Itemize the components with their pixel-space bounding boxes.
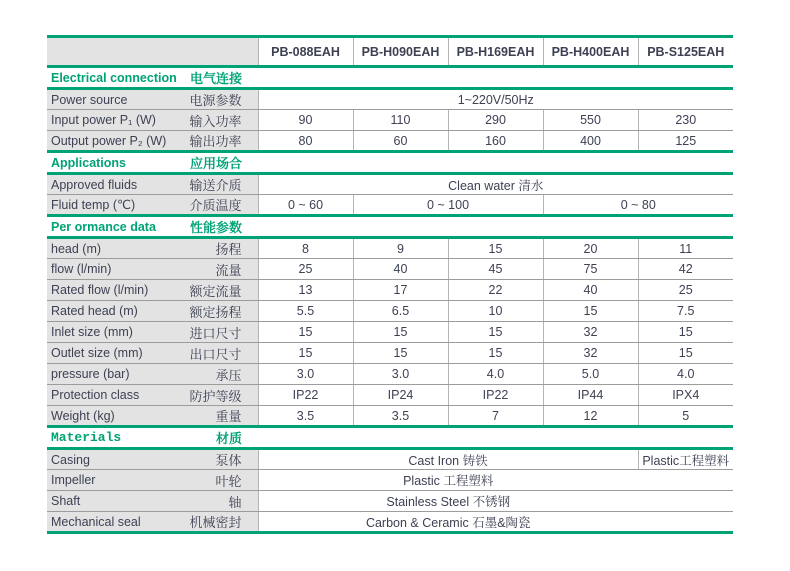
cell-value: 3.5 bbox=[353, 406, 448, 427]
cell-value: 125 bbox=[638, 131, 733, 152]
row-label-cn: 输出功率 bbox=[180, 131, 258, 152]
row-label-cn: 机械密封 bbox=[180, 512, 258, 533]
row-label-en: head (m) bbox=[47, 238, 180, 259]
row-label-cn: 泵体 bbox=[180, 449, 258, 470]
cell-value: IP22 bbox=[448, 385, 543, 406]
section-spacer bbox=[258, 152, 733, 174]
row-label-en: Power source bbox=[47, 89, 180, 110]
column-header-model-5: PB-S125EAH bbox=[638, 37, 733, 67]
spec-row-head bbox=[47, 238, 733, 259]
cell-value: 5 bbox=[638, 406, 733, 427]
section-row-performance bbox=[47, 216, 733, 238]
cell-value: 45 bbox=[448, 259, 543, 280]
cell-value: 15 bbox=[543, 301, 638, 322]
cell-value: 550 bbox=[543, 110, 638, 131]
spec-row-output-power bbox=[47, 131, 733, 152]
row-label-en: Weight (kg) bbox=[47, 406, 180, 427]
spec-row-casing bbox=[47, 449, 733, 470]
row-label-en: Input power P₁ (W) bbox=[47, 110, 180, 131]
section-row-materials bbox=[47, 427, 733, 449]
cell-value: 400 bbox=[543, 131, 638, 152]
cell-value: 290 bbox=[448, 110, 543, 131]
cell-value: 75 bbox=[543, 259, 638, 280]
cell-value: 7 bbox=[448, 406, 543, 427]
cell-value: 32 bbox=[543, 322, 638, 343]
cell-value: 10 bbox=[448, 301, 543, 322]
section-spacer bbox=[258, 216, 733, 238]
cell-value: IP22 bbox=[258, 385, 353, 406]
row-label-cn: 轴 bbox=[180, 491, 258, 512]
section-title-cn: 电气连接 bbox=[180, 67, 258, 89]
cell-value: 11 bbox=[638, 238, 733, 259]
cell-value: 4.0 bbox=[448, 364, 543, 385]
section-title-cn: 应用场合 bbox=[180, 152, 258, 174]
spec-row-power-source bbox=[47, 89, 733, 110]
cell-value: 13 bbox=[258, 280, 353, 301]
cell-value: 90 bbox=[258, 110, 353, 131]
section-title-en: Materials bbox=[47, 427, 180, 449]
row-label-en: Rated flow (l/min) bbox=[47, 280, 180, 301]
spec-row-impeller bbox=[47, 470, 733, 491]
row-label-cn: 介质温度 bbox=[180, 195, 258, 216]
cell-value: 15 bbox=[353, 322, 448, 343]
cell-value: Cast Iron 铸铁 bbox=[258, 449, 638, 470]
row-label-en: Protection class bbox=[47, 385, 180, 406]
row-label-cn: 额定扬程 bbox=[180, 301, 258, 322]
cell-empty bbox=[638, 491, 733, 512]
cell-value: Stainless Steel 不锈钢 bbox=[258, 491, 638, 512]
cell-value: 3.0 bbox=[353, 364, 448, 385]
section-title-cn: 材质 bbox=[180, 427, 258, 449]
cell-value: 3.0 bbox=[258, 364, 353, 385]
column-header-model-1: PB-088EAH bbox=[258, 37, 353, 67]
spec-row-mechanical-seal bbox=[47, 512, 733, 533]
cell-value: 4.0 bbox=[638, 364, 733, 385]
row-label-cn: 电源参数 bbox=[180, 89, 258, 110]
cell-value: 15 bbox=[448, 238, 543, 259]
cell-value: Clean water 清水 bbox=[258, 174, 733, 195]
cell-value: 12 bbox=[543, 406, 638, 427]
cell-value: 0 ~ 60 bbox=[258, 195, 353, 216]
cell-value: 1~220V/50Hz bbox=[258, 89, 733, 110]
column-header-model-2: PB-H090EAH bbox=[353, 37, 448, 67]
cell-value: 15 bbox=[448, 343, 543, 364]
row-label-cn: 扬程 bbox=[180, 238, 258, 259]
cell-value: 60 bbox=[353, 131, 448, 152]
section-title-cn: 性能参数 bbox=[180, 216, 258, 238]
cell-value: 230 bbox=[638, 110, 733, 131]
spec-row-weight bbox=[47, 406, 733, 427]
cell-value: 20 bbox=[543, 238, 638, 259]
cell-value: 15 bbox=[353, 343, 448, 364]
cell-value: 15 bbox=[258, 343, 353, 364]
cell-value: 7.5 bbox=[638, 301, 733, 322]
row-label-en: Approved fluids bbox=[47, 174, 180, 195]
cell-value: 42 bbox=[638, 259, 733, 280]
row-label-cn: 出口尺寸 bbox=[180, 343, 258, 364]
section-row-electrical bbox=[47, 67, 733, 89]
cell-value: 40 bbox=[543, 280, 638, 301]
cell-value: 25 bbox=[258, 259, 353, 280]
cell-value: 15 bbox=[258, 322, 353, 343]
spec-row-pressure bbox=[47, 364, 733, 385]
table-header-row bbox=[47, 37, 733, 67]
pump-spec-table bbox=[47, 35, 733, 534]
row-label-cn: 承压 bbox=[180, 364, 258, 385]
cell-value: 17 bbox=[353, 280, 448, 301]
row-label-en: Fluid temp (℃) bbox=[47, 195, 180, 216]
cell-value: 40 bbox=[353, 259, 448, 280]
cell-value: 25 bbox=[638, 280, 733, 301]
spec-row-outlet-size bbox=[47, 343, 733, 364]
row-label-en: Outlet size (mm) bbox=[47, 343, 180, 364]
cell-value: Plastic 工程塑料 bbox=[258, 470, 638, 491]
cell-value: 6.5 bbox=[353, 301, 448, 322]
row-label-cn: 防护等级 bbox=[180, 385, 258, 406]
spec-row-rated-flow bbox=[47, 280, 733, 301]
cell-empty bbox=[638, 512, 733, 533]
row-label-en: pressure (bar) bbox=[47, 364, 180, 385]
row-label-cn: 流量 bbox=[180, 259, 258, 280]
spec-row-rated-head bbox=[47, 301, 733, 322]
row-label-cn: 重量 bbox=[180, 406, 258, 427]
section-spacer bbox=[258, 427, 733, 449]
cell-value: 32 bbox=[543, 343, 638, 364]
row-label-en: Inlet size (mm) bbox=[47, 322, 180, 343]
row-label-cn: 额定流量 bbox=[180, 280, 258, 301]
cell-value: IP24 bbox=[353, 385, 448, 406]
spec-row-shaft bbox=[47, 491, 733, 512]
cell-value: 3.5 bbox=[258, 406, 353, 427]
section-row-applications bbox=[47, 152, 733, 174]
section-title-en: Per ormance data bbox=[47, 216, 180, 238]
section-spacer bbox=[258, 67, 733, 89]
cell-value: 160 bbox=[448, 131, 543, 152]
row-label-en: Output power P₂ (W) bbox=[47, 131, 180, 152]
row-label-en: Impeller bbox=[47, 470, 180, 491]
spec-row-flow bbox=[47, 259, 733, 280]
cell-value: Carbon & Ceramic 石墨&陶瓷 bbox=[258, 512, 638, 533]
spec-row-approved-fluids bbox=[47, 174, 733, 195]
cell-value: 110 bbox=[353, 110, 448, 131]
cell-value: 5.0 bbox=[543, 364, 638, 385]
row-label-cn: 输入功率 bbox=[180, 110, 258, 131]
cell-value: IPX4 bbox=[638, 385, 733, 406]
row-label-en: Mechanical seal bbox=[47, 512, 180, 533]
row-label-en: Shaft bbox=[47, 491, 180, 512]
spec-row-protection-class bbox=[47, 385, 733, 406]
row-label-en: flow (l/min) bbox=[47, 259, 180, 280]
cell-empty bbox=[638, 470, 733, 491]
column-header-model-4: PB-H400EAH bbox=[543, 37, 638, 67]
spec-row-inlet-size bbox=[47, 322, 733, 343]
cell-value: IP44 bbox=[543, 385, 638, 406]
cell-value: 15 bbox=[448, 322, 543, 343]
header-corner-cell bbox=[47, 37, 258, 67]
section-title-en: Applications bbox=[47, 152, 180, 174]
cell-value: 8 bbox=[258, 238, 353, 259]
cell-value: 80 bbox=[258, 131, 353, 152]
row-label-cn: 叶轮 bbox=[180, 470, 258, 491]
cell-value: 0 ~ 80 bbox=[543, 195, 733, 216]
row-label-cn: 进口尺寸 bbox=[180, 322, 258, 343]
cell-value: 9 bbox=[353, 238, 448, 259]
cell-value: 5.5 bbox=[258, 301, 353, 322]
row-label-cn: 输送介质 bbox=[180, 174, 258, 195]
spec-row-fluid-temp bbox=[47, 195, 733, 216]
row-label-en: Rated head (m) bbox=[47, 301, 180, 322]
spec-row-input-power bbox=[47, 110, 733, 131]
column-header-model-3: PB-H169EAH bbox=[448, 37, 543, 67]
section-title-en: Electrical connection bbox=[47, 67, 180, 89]
cell-value: 0 ~ 100 bbox=[353, 195, 543, 216]
cell-value: 15 bbox=[638, 343, 733, 364]
cell-value: Plastic工程塑料 bbox=[638, 449, 733, 470]
cell-value: 22 bbox=[448, 280, 543, 301]
cell-value: 15 bbox=[638, 322, 733, 343]
row-label-en: Casing bbox=[47, 449, 180, 470]
